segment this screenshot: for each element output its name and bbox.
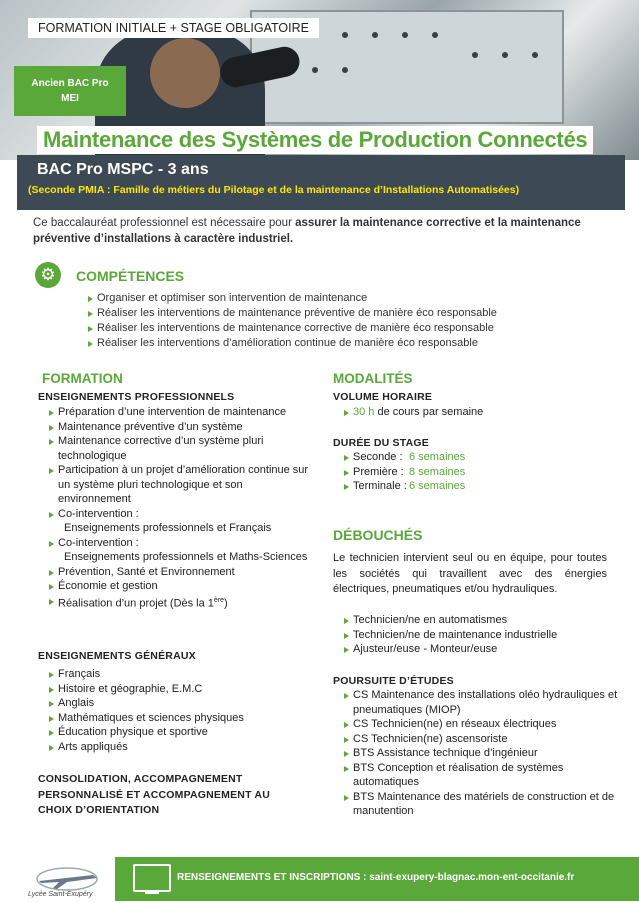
monitor-icon [133,864,171,892]
list-item: Histoire et géographie, E.M.C [47,682,315,697]
list-item: Co-intervention : Enseignements professionnels et Maths-Sciences [47,536,315,565]
gen-heading: ENSEIGNEMENTS GÉNÉRAUX [38,650,196,662]
list-item: CS Technicien(ne) ascensoriste [342,732,622,747]
bac-band [17,155,625,210]
list-item: Maintenance corrective d’un système pluri technologique [47,434,315,463]
top-label: FORMATION INITIALE + STAGE OBLIGATOIRE [28,18,319,38]
list-item: Co-intervention : Enseignements professionnels et Français [47,507,315,536]
list-item: 30 h de cours par semaine [342,405,483,420]
list-item: Participation à un projet d’amélioration continue sur un système pluri technologique et son environnement [47,463,315,507]
stage-list [342,450,465,494]
list-item: Première : 8 semaines [342,465,465,480]
competences-list [86,291,497,351]
volume-heading: VOLUME HORAIRE [333,391,433,403]
former-bac-badge: Ancien BAC Pro MEI [14,66,126,116]
list-item: Économie et gestion [47,579,315,594]
footer-bar [115,857,639,901]
bac-title: BAC Pro MSPC - 3 ans [37,161,209,178]
list-item: Réaliser les interventions d’amélioration continue de manière éco responsable [86,336,497,351]
poursuite-list [342,688,622,819]
stage-heading: DURÉE DU STAGE [333,437,429,449]
list-item: CS Maintenance des installations oléo hydrauliques et pneumatiques (MIOP) [342,688,622,717]
list-item: BTS Maintenance des matériels de construction et de manutention [342,790,622,819]
footer [0,855,639,903]
list-item: Technicien/ne de maintenance industrielle [342,628,557,643]
poursuite-heading: POURSUITE D’ÉTUDES [333,675,454,687]
pro-list [47,405,315,611]
volume-list [342,405,483,420]
gear-icon: ⚙ [35,262,61,288]
pro-heading: ENSEIGNEMENTS PROFESSIONNELS [38,391,235,403]
intro-paragraph: Ce baccalauréat professionnel est nécessaire pour assurer la maintenance corrective et la maintenance préventive d’installations à caractère industriel. [33,217,581,245]
competences-heading: COMPÉTENCES [76,268,185,284]
list-item: Réalisation d’un projet (Dès la 1ère) [47,594,315,611]
list-item: Réaliser les interventions de maintenance préventive de manière éco responsable [86,306,497,321]
bac-subtitle: (Seconde PMIA : Famille de métiers du Pilotage et de la maintenance d’Installations Automatisées) [28,184,520,196]
modalites-heading: MODALITÉS [333,371,413,386]
debouches-text: Le technicien intervient seul ou en équipe, pour toutes les sociétés qui travaillent avec des énergies électriques, pneumatiques et/ou hydrauliques. [333,552,607,595]
school-logo-text: Lycée Saint-Exupéry [28,891,93,898]
footer-info[interactable]: RENSEIGNEMENTS ET INSCRIPTIONS : saint-exupery-blagnac.mon-ent-occitanie.fr [177,872,575,883]
list-item: Français [47,667,315,682]
list-item: Préparation d’une intervention de maintenance [47,405,315,420]
list-item: Seconde : 6 semaines [342,450,465,465]
list-item: Organiser et optimiser son intervention de maintenance [86,291,497,306]
debouches-heading: DÉBOUCHÉS [333,527,423,543]
list-item: Éducation physique et sportive [47,725,315,740]
list-item: Technicien/ne en automatismes [342,613,557,628]
list-item: BTS Conception et réalisation de systèmes automatiques [342,761,622,790]
consolidation-text: CONSOLIDATION, ACCOMPAGNEMENT PERSONNALISÉ ET ACCOMPAGNEMENT AU CHOIX D’ORIENTATION [38,773,270,816]
list-item: Réaliser les interventions de maintenance corrective de manière éco responsable [86,321,497,336]
list-item: BTS Assistance technique d’ingénieur [342,746,622,761]
list-item: Ajusteur/euse - Monteur/euse [342,642,557,657]
list-item: CS Technicien(ne) en réseaux électriques [342,717,622,732]
list-item: Prévention, Santé et Environnement [47,565,315,580]
list-item: Anglais [47,696,315,711]
gen-list [47,667,315,754]
list-item: Terminale : 6 semaines [342,479,465,494]
debouches-list [342,613,557,657]
list-item: Arts appliqués [47,740,315,755]
list-item: Mathématiques et sciences physiques [47,711,315,726]
formation-heading: FORMATION [42,371,123,386]
list-item: Maintenance préventive d’un système [47,420,315,435]
page-title: Maintenance des Systèmes de Production Connectés [37,126,593,154]
